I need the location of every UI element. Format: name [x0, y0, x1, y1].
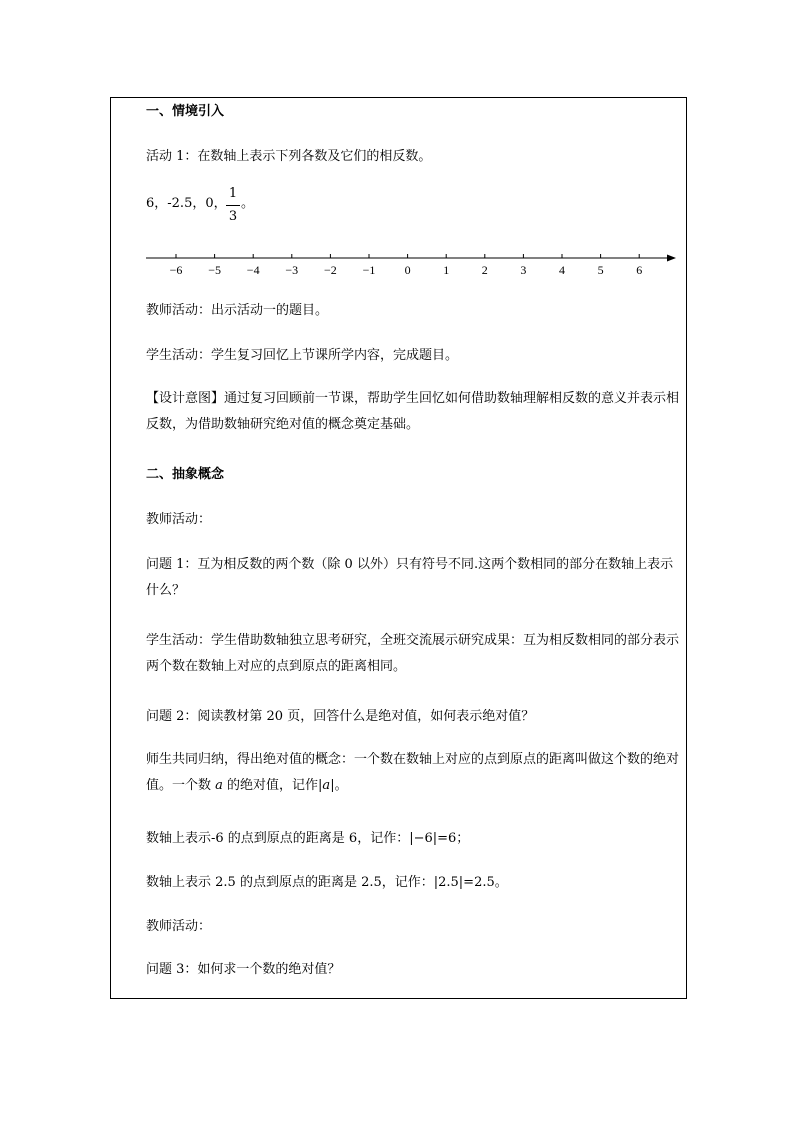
definition-part-a: 师生共同归纳，得出绝对值的概念：一个数在数轴上对应的点到原点的距离叫做这个数的绝对值。一个数	[146, 752, 680, 793]
question1	[117, 552, 683, 604]
activity1-text: 活动 1：在数轴上表示下列各数及它们的相反数。	[146, 149, 432, 164]
number-line-tick-label: 2	[481, 263, 488, 277]
definition-part-c: |。	[330, 778, 348, 793]
numbers-suffix: 。	[241, 196, 255, 211]
numbers-prefix: 6，-2.5，0，	[146, 196, 227, 211]
definition-text	[117, 747, 683, 799]
var-a: a	[215, 778, 223, 793]
number-line-tick-label: 3	[520, 263, 527, 277]
number-line-arrow	[667, 255, 676, 262]
student-activity-1: 学生活动：学生复习回忆上节课所学内容，完成题目。	[146, 348, 459, 363]
question1-text: 问题 1：互为相反数的两个数（除 0 以外）只有符号不同.这两个数相同的部分在数轴上表示什么？	[146, 557, 674, 598]
teacher-label-2: 教师活动：	[146, 919, 212, 934]
number-line-tick-label: −5	[208, 263, 221, 277]
question3: 问题 3：如何求一个数的绝对值？	[146, 962, 341, 977]
number-line-tick-label: −3	[285, 263, 299, 277]
var-a-abs: a	[322, 778, 331, 793]
question2: 问题 2：阅读教材第 20 页，回答什么是绝对值，如何表示绝对值？	[146, 709, 535, 724]
number-line-tick-label: 1	[443, 263, 450, 277]
teacher-label-1: 教师活动：	[146, 512, 212, 527]
fraction-denominator: 3	[228, 209, 238, 224]
number-line-tick-label: 6	[636, 263, 643, 277]
number-line	[0, 0, 794, 290]
example-1: 数轴上表示-6 的点到原点的距离是 6，记作：|−6|=6；	[146, 831, 470, 846]
number-line-tick-label: 5	[597, 263, 604, 277]
number-line-tick-label: 4	[559, 263, 565, 277]
teacher-activity-1: 教师活动：出示活动一的题目。	[146, 303, 329, 318]
design-intent-text: 【设计意图】通过复习回顾前一节课，帮助学生回忆如何借助数轴理解相反数的意义并表示相反数，为借助数轴研究绝对值的概念奠定基础。	[146, 391, 680, 432]
example-2: 数轴上表示 2.5 的点到原点的距离是 2.5，记作：|2.5|=2.5。	[146, 875, 508, 890]
section2-heading: 二、抽象概念	[146, 467, 225, 482]
definition-part-b: 的绝对值，记作|	[222, 778, 323, 793]
number-line-tick-label: −6	[169, 263, 183, 277]
number-line-tick-label: −1	[362, 263, 376, 277]
number-line-tick-label: 0	[404, 263, 411, 277]
number-line-tick-label: −4	[246, 263, 260, 277]
fraction-numerator: 1	[228, 186, 238, 201]
design-intent	[117, 386, 683, 438]
student-activity-2-text: 学生活动：学生借助数轴独立思考研究，全班交流展示研究成果：互为相反数相同的部分表示两个数在数轴上对应的点到原点的距离相同。	[146, 633, 680, 674]
number-line-tick-label: −2	[324, 263, 337, 277]
student-activity-2	[117, 628, 683, 680]
absolute-value-definition	[117, 747, 683, 799]
section1-heading: 一、情境引入	[146, 104, 225, 119]
